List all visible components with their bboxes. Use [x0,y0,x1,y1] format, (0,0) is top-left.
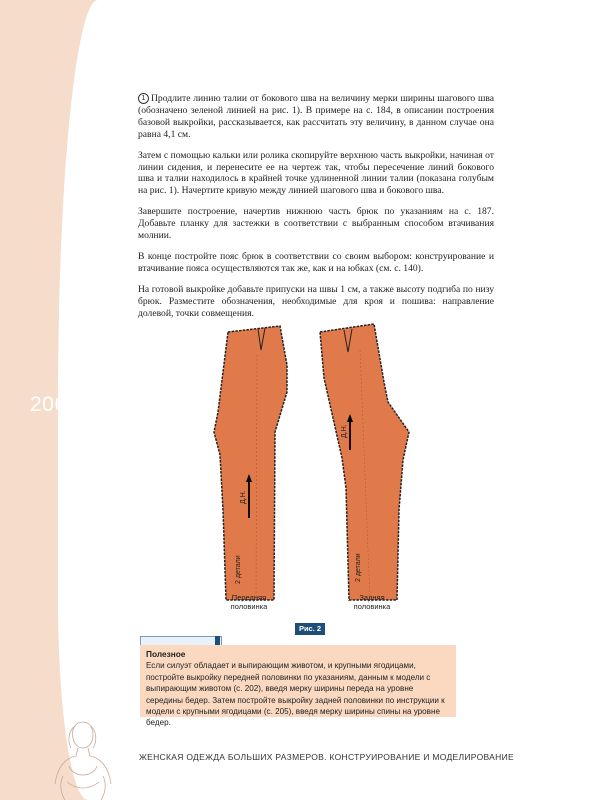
front-grain-label: Д.Н. [240,490,247,504]
front-count-label: 2 детали [235,555,242,584]
running-footer: ЖЕНСКАЯ ОДЕЖДА БОЛЬШИХ РАЗМЕРОВ. КОНСТРУИРОВАНИЕ И МОДЕЛИРОВАНИЕ [139,752,514,762]
paragraph-4: В конце постройте пояс брюк в соответствии со своим выбором: конструирование и втачивание пояса осуществляются так же, как и на юбках (см. с. 140). [138,250,494,274]
back-grain-label: Д.Н. [341,424,348,438]
circled-number: 1 [138,93,149,104]
front-half-pattern [214,326,287,600]
tip-box [140,645,456,728]
tip-text: Если силуэт обладает и выпирающим животом, и крупными ягодицами, постройте выкройку передней половинки по указаниям, данным к модели с выпирающим животом (с. 202), введя мерку ширины переда на уровне середины бедер. Затем постройте выкройку задней половинки по инструкции к модели с крупными ягодицами (с. 205), введя мерку ширины спины на уровне бедер. [146,661,445,728]
back-name-2: половинка [353,602,391,611]
back-name-1: Задняя [359,593,385,602]
paragraph-3: Завершите построение, начертив нижнюю часть брюк по указаниям на с. 187. Добавьте планку для застежки в соответствии с выбранным способом втачивания молнии. [138,206,494,242]
front-name-1: Передняя [231,593,267,602]
paragraph-1-text: Продлите линию талии от бокового шва на величину мерки ширины шагового шва (обозначено зеленой линией на рис. 1). В примере на с. 184, в описании построения базовой выкройки, рассказывается, как рассчитать эту величину, в данном случае она равна 4,1 см. [138,93,494,140]
figure-caption: Рис. 2 [295,623,325,635]
main-text [138,93,494,329]
trousers-pattern-figure [200,320,430,620]
back-count-label: 2 детали [355,553,362,582]
front-name-2: половинка [230,602,268,611]
tip-title: Полезное [146,649,186,659]
page-number: 206 [30,393,67,416]
paragraph-5: На готовой выкройке добавьте припуски на швы 1 см, а также высоту подгиба по низу брюк. Разместите обозначения, необходимые для кроя и пошива: направление долевой, точки совмещения. [138,283,494,319]
paragraph-1 [138,93,494,141]
paragraph-2: Затем с помощью кальки или ролика скопируйте верхнюю часть выкройки, начиная от линии сидения, и перенесите ее на чертеж так, чтобы пересечение линий бокового шва и талии находилось в крайней точке удлиненной линии талии (показана голубым на рис. 1). Начертите кривую между линией шагового шва и бокового шва. [138,149,494,197]
woman-sketch-illustration [45,718,120,800]
